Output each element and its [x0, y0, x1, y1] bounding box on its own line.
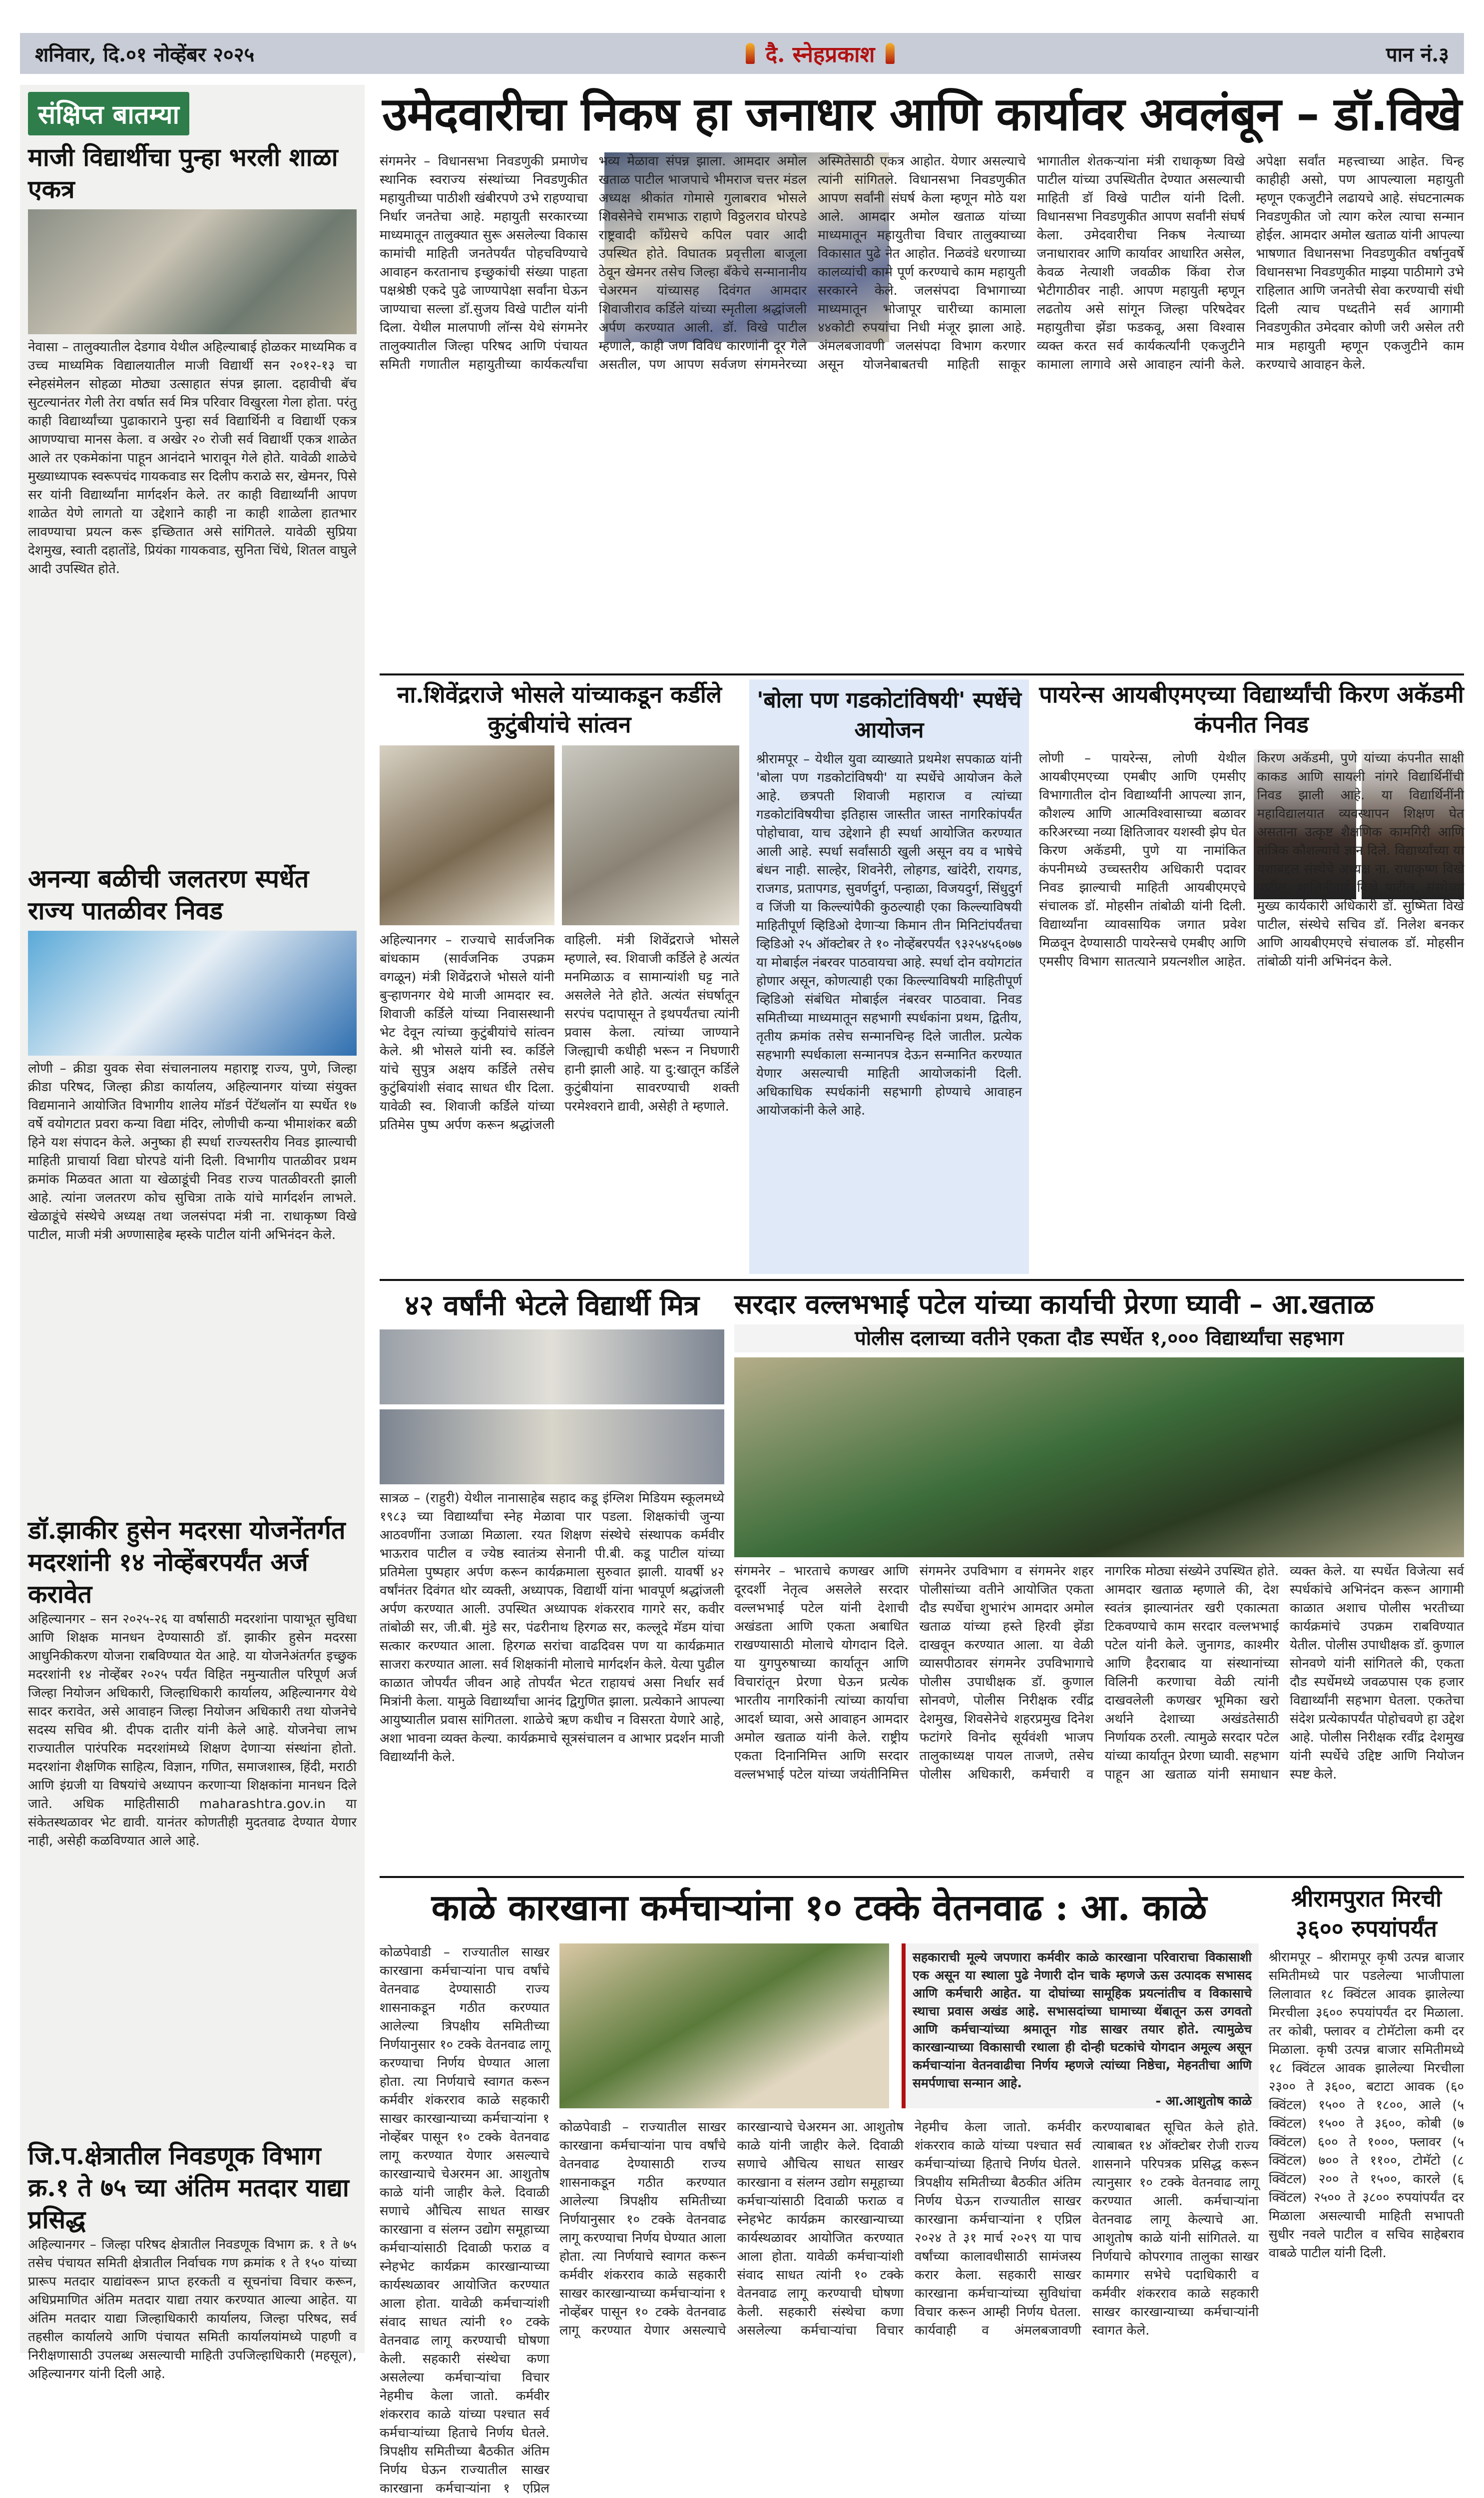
bola-story	[749, 679, 1029, 1274]
divider	[380, 673, 1464, 675]
sardar-subhead: पोलीस दलाच्या वतीने एकता दौड स्पर्धेत १,००० विद्यार्थ्यांचा सहभाग	[734, 1324, 1464, 1352]
page-number: पान नं.३	[1386, 42, 1449, 66]
lamp-icon	[886, 43, 895, 64]
kale-body-lower: कोळपेवाडी – राज्यातील साखर कारखाना कर्मचाऱ्यांना पाच वर्षांचे वेतनवाढ देण्यासाठी राज्य शासनाकडून गठीत करण्यात आलेल्या त्रिपक्षीय समितीच्या निर्णयानुसार १० टक्के वेतनवाढ लागू करण्याचा निर्णय घेण्यात आला होता. त्या निर्णयाचे स्वागत करून कर्मवीर शंकरराव काळे सहकारी साखर कारखान्याच्या कर्मचाऱ्यांना १ नोव्हेंबर पासून १० टक्के वेतनवाढ लागू करण्यात येणार असल्याचे कारखान्याचे चेअरमन आ. आशुतोष काळे यांनी जाहीर केले. दिवाळी सणाचे औचित्य साधत साखर कारखाना व संलग्न उद्योग समूहाच्या कर्मचाऱ्यांसाठी दिवाळी फराळ व स्नेहभेट कार्यक्रम कारखान्याच्या कार्यस्थळावर आयोजित करण्यात आला होता. यावेळी कर्मचाऱ्यांशी संवाद साधत त्यांनी १० टक्के वेतनवाढ लागू करण्याची घोषणा केली. सहकारी संस्थेचा कणा असलेल्या कर्मचाऱ्यांचा विचार नेहमीच केला जातो. कर्मवीर शंकरराव काळे यांच्या पश्चात सर्व कर्मचाऱ्यांच्या हिताचे निर्णय घेतले. त्रिपक्षीय समितीच्या बैठकीत अंतिम निर्णय घेऊन राज्यातील साखर कारखाना कर्मचाऱ्यांना १ एप्रिल २०२४ ते ३१ मार्च २०२९ या पाच वर्षांच्या कालावधीसाठी सामंजस्य करार केला. सहकारी साखर कारखाना कर्मचाऱ्यांच्या सुविधांचा विचार करून आम्ही निर्णय घेतला. कार्यवाही व अंमलबजावणी करण्याबाबत सूचित केले होते. त्याबाबत १४ ऑक्टोबर रोजी राज्य शासनाने परिपत्रक प्रसिद्ध करून त्यानुसार १० टक्के वेतनवाढ लागू करण्यात आली. कर्मचाऱ्यांना वेतनवाढ लागू केल्याचे आ. आशुतोष काळे यांनी सांगितले. या निर्णयाचे कोपरगाव तालुका साखर कामगार सभेचे पदाधिकारी व कर्मवीर शंकरराव काळे सहकारी साखर कारखान्याच्या कर्मचाऱ्यांनी स्वागत केले.	[559, 2120, 1259, 2338]
lead-story	[380, 85, 1464, 669]
sidebar-news-2-photo	[28, 931, 357, 1056]
chilli-body: श्रीरामपूर – श्रीरामपूर कृषी उत्पन्न बाजार समितीमध्ये पार पडलेल्या भाजीपाला लिलावात १८ क्विंटल आवक झालेल्या मिरचीला ३६०० रुपयांपर्यंत दर मिळाला. तर कोबी, फ्लावर व टोमॅटोला कमी दर मिळाला. कृषी उत्पन्न बाजार समितीमध्ये १८ क्विंटल आवक झालेल्या मिरचीला २३०० ते ३६००, बटाटा आवक (६० क्विंटल) १५०० ते १८००, आले (५ क्विंटल) १५०० ते ३६००, कोबी (७ क्विंटल) ६०० ते १०००, फ्लावर (५ क्विंटल) ७०० ते ११००, टोमॅटो (८ क्विंटल) २०० ते १५००, कारले (६ क्विंटल) २५०० ते ३८०० रुपयांपर्यंत दर मिळाला असल्याची माहिती सभापती सुधीर नवले पाटील व सचिव साहेबराव वाबळे पाटील यांनी दिली.	[1269, 1950, 1464, 2261]
chilli-story	[1269, 1883, 1464, 2353]
kale-headline: काळे कारखाना कर्मचाऱ्यांना १० टक्के वेतनवाढ : आ. काळे	[431, 1886, 1207, 1928]
kale-story	[380, 1883, 1259, 2496]
sidebar	[20, 85, 365, 2382]
mitra-story	[380, 1286, 724, 1871]
divider	[380, 1876, 1464, 1878]
divider	[380, 1279, 1464, 1281]
lamp-icon	[746, 43, 755, 64]
sidebar-news-3-body: अहिल्यानगर – सन २०२५-२६ या वर्षासाठी मदरशांना पायाभूत सुविधा आणि शिक्षक मानधन देण्यासाठी डॉ. झाकीर हुसेन मदरसा आधुनिकीकरण योजना राबविण्यात येत आहे. या योजनेअंतर्गत इच्छुक मदरशांनी १४ नोव्हेंबर २०२५ पर्यंत विहित नमुन्यातील परिपूर्ण अर्ज जिल्हा नियोजन अधिकारी, जिल्हाधिकारी कार्यालय, अहिल्यानगर येथे सादर करावेत, असे आवाहन जिल्हा नियोजन अधिकारी तथा योजनेचे सदस्य सचिव श्री. दीपक दातीर यांनी केले आहे. योजनेचा लाभ राज्यातील पारंपरिक मदरशांमध्ये शिक्षण देणाऱ्या संस्थांना होतो. मदरशांना शैक्षणिक साहित्य, विज्ञान, गणित, समाजशास्त्र, हिंदी, मराठी आणि इंग्रजी या विषयांचे अध्यापन करणाऱ्या शिक्षकांना मानधन दिले जाते. अधिक माहितीसाठी maharashtra.gov.in या संकेतस्थळावर भेट द्यावी. यानंतर कोणतीही मुदतवाढ देण्यात येणार नाही, असेही कळविण्यात आले आहे.	[28, 1612, 357, 1849]
sidebar-news-1-body: नेवासा – तालुक्यातील देडगाव येथील अहिल्याबाई होळकर माध्यमिक व उच्च माध्यमिक विद्यालयातील माजी विद्यार्थी सन २०१२-१३ चा स्नेहसंमेलन सोहळा मोठ्या उत्साहात संपन्न झाला. दहावीची बॅच सुटल्यानंतर गेली तेरा वर्षात सर्व मित्र परिवार विखुरला गेला होता. परंतु काही विद्यार्थ्यांच्या पुढाकाराने पुन्हा सर्व विद्यार्थिनी व विद्यार्थी एकत्र आणण्याचा मानस केला. व अखेर २० रोजी सर्व विद्यार्थी एकत्र शाळेत आले तर एकमेकांना पाहून आनंदाने भारावून गेले होते. यावेळी शाळेचे मुख्याध्यापक स्वरूपचंद गायकवाड सर दिलीप कराळे सर, खेमनर, पिसे सर यांनी विद्यार्थ्यांना मार्गदर्शन केले. तर काही विद्यार्थ्यांनी आपण शाळेत येणे लागतो या उद्देशाने काही ना काही शाळेला हातभार लावण्याचा प्रयत्न करू इच्छितात असे सांगितले. यावेळी सुप्रिया देशमुख, स्वाती दहातोंडे, प्रियंका गायकवाड, सुनिता चिंधे, शितल वाघुले आदी उपस्थित होते.	[28, 340, 357, 577]
sidebar-news-1-headline: माजी विद्यार्थीचा पुन्हा भरली शाळा एकत्र	[28, 142, 338, 204]
sidebar-news-3-headline: डॉ.झाकीर हुसेन मदरसा योजनेंतर्गत मदरशांनी १४ नोव्हेंबरपर्यंत अर्ज करावेत	[28, 1515, 346, 1609]
kale-quote: सहकाराची मूल्ये जपणारा कर्मवीर काळे कारखाना परिवाराचा विकासाशी एक असून या स्थाला पुढे नेणारी दोन चाके म्हणजे ऊस उत्पादक सभासद आणि कर्मचारी आहेत. या दोघांच्या सामूहिक प्रयत्नांतीच व विकासाचे स्थाचा प्रवास अखंड आहे. सभासदांच्या घामाच्या थेंबातून ऊस उगवतो आणि कर्मचाऱ्यांच्या श्रमातून गोड साखर तयार होते. त्यामुळेच कारखान्याच्या विकासाची रथाला ही दोन्ही घटकांचे योगदान अमूल्य असून कर्मचाऱ्यांना वेतनवाढीचा निर्णय म्हणजे त्यांच्या निष्ठेचा, मेहनतीचा आणि समर्पणाचा सन्मान आहे.	[913, 1950, 1252, 2090]
shivendra-story	[380, 679, 739, 1274]
sidebar-news-1-photo	[28, 209, 357, 334]
shivendra-photos	[380, 745, 739, 925]
lead-headline: उमेदवारीचा निकष हा जनाधार आणि कार्यावर अवलंबून – डॉ.विखे	[382, 87, 1462, 141]
sidebar-news-4-body: अहिल्यानगर – जिल्हा परिषद क्षेत्रातील निवडणूक विभाग क्र. १ ते ७५ तसेच पंचायत समिती क्षेत्रातील निर्वाचक गण क्रमांक १ ते १५० यांच्या प्रारूप मतदार याद्यांवरून प्राप्त हरकती व सूचनांचा विचार करून, अधिप्रमाणित अंतिम मतदार याद्या तयार करण्यात आल्या आहेत. या अंतिम मतदार याद्या जिल्हाधिकारी कार्यालय, जिल्हा परिषद, सर्व तहसील कार्यालये आणि पंचायत समिती कार्यालयांमध्ये पाहणी व निरीक्षणासाठी उपलब्ध असल्याची माहिती उपजिल्हाधिकारी (महसूल), अहिल्यानगर यांनी दिली आहे.	[28, 2237, 357, 2382]
lead-body: संगमनेर – विधानसभा निवडणुकी प्रमाणेच स्थानिक स्वराज्य संस्थांच्या निवडणुकीत महायुतीच्या पाठीशी खंबीरपणे उभे राहण्याचा निर्धार जनतेचा आहे. महायुती सरकारच्या माध्यमातून तालुक्यात सुरू असलेल्या विकास कामांची माहिती जनतेपर्यंत पोहचविण्याचे आवाहन करतानाच इच्छुकांची संख्या पाहता पक्षश्रेष्ठी एकदे पुढे जाण्यापेक्षा सर्वांना घेऊन जाण्याचा सल्ला डॉ.सुजय विखे पाटील यांनी दिला. येथील मालपाणी लॉन्स येथे संगमनेर तालुक्यातील जिल्हा परिषद आणि पंचायत समिती गणातील महायुतीच्या कार्यकर्त्यांचा भव्य मेळावा संपन्न झाला. आमदार अमोल खताळ पाटील भाजपाचे भीमराज चत्तर मंडल अध्यक्ष श्रीकांत गोमासे गुलाबराव भोसले शिवसेनेचे रामभाऊ राहाणे विठ्ठलराव घोरपडे राष्ट्रवादी काँग्रेसचे कपिल पवार आदी उपस्थित होते. विघातक प्रवृत्तीला बाजूला ठेवून खेमनर तसेच जिल्हा बँकेचे सन्मानानीय चेअरमन यांच्यासह दिवंगत आमदार शिवाजीराव कर्डिले यांच्या स्मृतीला श्रद्धांजली अर्पण करण्यात आली. डॉ. विखे पाटील म्हणाले, काही जण विविध कारणांनी दूर गेले असतील, पण आपण सर्वजण संगमनेरच्या अस्मितेसाठी एकत्र आहोत. येणार असल्याचे त्यांनी सांगितले. विधानसभा निवडणुकीत आपण सर्वांनी संघर्ष केला म्हणून मोठे यश आले. आमदार अमोल खताळ यांच्या माध्यमातून महायुतीचा विचार तालुक्याच्या विकासात पुढे नेत आहोत. निळवंडे धरणाच्या कालव्यांची कामे पूर्ण करण्याचे काम महायुती सरकारने केले. जलसंपदा विभागाच्या माध्यमातून भोजापूर चारीच्या कामाला ४४कोटी रुपयांचा निधी मंजूर झाला आहे. अंमलबजावणी जलसंपदा विभाग करणार असून योजनेबाबतची माहिती साकूर भागातील शेतकऱ्यांना मंत्री राधाकृष्ण विखे पाटील यांच्या उपस्थितीत देण्यात असल्याची माहिती डॉ विखे पाटील यांनी दिली. विधानसभा निवडणुकीत आपण सर्वांनी संघर्ष केला. उमेदवारीचा निकष नेत्याच्या जनाधारावर आणि कार्यावर आधारित असेल, केवळ नेत्याशी जवळीक किंवा रोज भेटीगाठीवर नाही. आपण महायुती म्हणून लढतोय असे सांगून जिल्हा परिषदेवर महायुतीचा झेंडा फडकवू, असा विश्वास व्यक्त करत सर्व कार्यकर्त्यांनी एकजुटीने कामाला लागावे असे आवाहन त्यांनी केले. अपेक्षा सर्वांत महत्त्वाच्या आहेत. चिन्ह काहीही असो, पण आपल्याला महायुती म्हणून एकजुटीने लढायचे आहे. संघटनात्मक निवडणुकीत जो त्याग करेल त्याचा सन्मान होईल. आमदार अमोल खताळ यांनी आपल्या भाषणात विधानसभा निवडणुकीत वर्षानुवर्षे विधानसभा निवडणुकीत माझ्या पाठीमागे उभे राहिलात आणि जनतेची सेवा करण्याची संधी दिली त्याच पध्दतीने सर्व आगामी निवडणुकीत उमेदवार कोणी जरी असेल तरी मात्र महायुती म्हणून एकजुटीने काम करण्याचे आवाहन केले.	[380, 154, 1464, 372]
masthead	[20, 33, 1464, 74]
ibm-headline: पायरेन्स आयबीएमएच्या विद्यार्थ्यांची किरण अकॅडमी कंपनीत निवड	[1039, 681, 1464, 738]
shivendra-body: अहिल्यानगर – राज्याचे सार्वजनिक बांधकाम (सार्वजनिक उपक्रम वगळून) मंत्री शिवेंद्रराजे भोसले यांनी बुऱ्हाणनगर येथे माजी आमदार स्व. शिवाजी कर्डिले यांच्या निवासस्थानी भेट देवून त्यांच्या कुटुंबीयांचे सांत्वन केले. श्री भोसले यांनी स्व. कर्डिले यांचे सुपुत्र अक्षय कर्डिले तसेच कुटुंबियांशी संवाद साधत धीर दिला. यावेळी स्व. शिवाजी कर्डिले यांच्या प्रतिमेस पुष्प अर्पण करून श्रद्धांजली वाहिली. मंत्री शिवेंद्रराजे भोसले म्हणाले, स्व. शिवाजी कर्डिले हे अत्यंत मनमिळाऊ व सामान्यांशी घट्ट नाते असलेले नेते होते. अत्यंत संघर्षातून सरपंच पदापासून ते इथपर्यंतचा त्यांनी प्रवास केला. त्यांच्या जाण्याने जिल्ह्याची कधीही भरून न निघणारी हानी झाली आहे. या दु:खातून कर्डिले कुटुंबीयांना सावरण्याची शक्ती परमेश्वराने द्यावी, असेही ते म्हणाले.	[380, 933, 739, 1133]
shivendra-headline: ना.शिवेंद्रराजे भोसले यांच्याकडून कर्डीले कुटुंबीयांचे सांत्वन	[397, 681, 722, 738]
kale-quote-box	[902, 1943, 1259, 2108]
sidebar-news-2-body: लोणी – क्रीडा युवक सेवा संचालनालय महाराष्ट्र राज्य, पुणे, जिल्हा क्रीडा परिषद, जिल्हा क्रीडा कार्यालय, अहिल्यानगर यांच्या संयुक्त विद्यमानाने आयोजित विभागीय शालेय मॉडर्न पेंटॅथलॉन या स्पर्धेत १७ वर्षे वयोगटात प्रवरा कन्या विद्या मंदिर, लोणीची कन्या भीमाशंकर बळी हिने यश संपादन केले. अनुष्का ही स्पर्धा राज्यस्तरीय निवड झाल्याची माहिती प्राचार्या विद्या घोरपडे यांनी दिली. विभागीय पातळीवर प्रथम क्रमांक मिळवत आता या खेळाडूंची निवड राज्य पातळीवरती झाली आहे. त्यांना जलतरण कोच सुचित्रा ताके यांचे मार्गदर्शन लाभले. खेळाडूंचे संस्थेचे अध्यक्ष तथा जलसंपदा मंत्री ना. राधाकृष्ण विखे पाटील, माजी मंत्री अण्णासाहेब म्हस्के पाटील यांनी अभिनंदन केले.	[28, 1061, 357, 1243]
sardar-headline: सरदार वल्लभभाई पटेल यांच्या कार्याची प्रेरणा घ्यावी – आ.खताळ	[734, 1288, 1374, 1320]
mitra-body: सात्रळ – (राहुरी) येथील नानासाहेब सहाद कडू इंग्लिश मिडियम स्कूलमध्ये १९८३ च्या विद्यार्थ्यांचा स्नेह मेळावा पार पडला. शिक्षकांची जुन्या आठवणींना उजाळा मिळाला. रयत शिक्षण संस्थेचे संस्थापक कर्मवीर भाऊराव पाटील व ज्येष्ठ स्वातंत्र्य सेनानी पी.बी. कडू पाटील यांच्या प्रतिमेला पुष्पहार अर्पण करून कार्यक्रमाला सुरुवात झाली. यावर्षी ४२ वर्षांनंतर दिवंगत थोर व्यक्ती, अध्यापक, विद्यार्थी यांना भावपूर्ण श्रद्धांजली अर्पण करण्यात आली. उपस्थित अध्यापक शंकरराव गागरे सर, कवीर तांबोळी सर, जी.बी. मुंडे सर, पंढरीनाथ हिरगळ सर, कल्लूदे मॅडम यांचा सत्कार करण्यात आला. हिरगळ सरांचा वाढदिवस पण या कार्यक्रमात साजरा करण्यात आला. सर्व शिक्षकांनी मोलाचे मार्गदर्शन केले. येत्या पुढील काळात जोपर्यंत जीवन आहे तोपर्यंत भेटत राहायचं असा निर्धार सर्व मित्रांनी केला. यामुळे विद्यार्थ्यांचा आनंद द्विगुणित झाला. प्रत्येकाने आपल्या आयुष्यातील प्रवास सांगितला. शाळेचे ऋण कधीच न विसरता येणारे आहे, अशा भावना व्यक्त केल्या. कार्यक्रमाचे सूत्रसंचालन व आभार प्रदर्शन माजी विद्यार्थ्यांनी केले.	[380, 1491, 724, 1765]
sidebar-news-4-headline: जि.प.क्षेत्रातील निवडणूक विभाग क्र.१ ते ७५ च्या अंतिम मतदार याद्या प्रसिद्ध	[28, 2141, 349, 2234]
sidebar-title: संक्षिप्त बातम्या	[28, 92, 189, 135]
issue-date: शनिवार, दि.०१ नोव्हेंबर २०२५	[35, 42, 255, 66]
mitra-headline: ४२ वर्षांनी भेटले विद्यार्थी मित्र	[405, 1289, 699, 1322]
sidebar-news-2-headline: अनन्या बळीची जलतरण स्पर्धेत राज्य पातळीवर निवड	[28, 864, 309, 925]
ibm-body: लोणी – पायरेन्स, लोणी येथील आयबीएमएच्या एमबीए आणि एमसीए विभागातील दोन विद्यार्थ्यांनी आपल्या ज्ञान, कौशल्य आणि आत्मविश्वासाच्या बळावर करिअरच्या नव्या क्षितिजावर यशस्वी झेप घेत किरण अकॅडमी, पुणे या नामांकित कंपनीमध्ये उच्चस्तरीय अधिकारी पदावर निवड झाल्याची माहिती आयबीएमएचे संचालक डॉ. मोहसीन तांबोळी यांनी दिली. विद्यार्थ्यांना व्यावसायिक जगात प्रवेश मिळवून देण्यासाठी पायरेन्सचे एमबीए आणि एमसीए विभाग सातत्याने प्रयत्नशील आहेत. किरण अकॅडमी, पुणे यांच्या कंपनीत साक्षी काकड आणि सायली नांगरे विद्यार्थिनींची निवड झाली आहे. या विद्यार्थिनींनी महाविद्यालयात व्यवस्थापन शिक्षण घेत असताना उत्कृष्ट शैक्षणिक कामगिरी आणि तांत्रिक कौशल्याचे ज्ञान दिले. विद्यार्थ्यांच्या या यशाबद्दल संस्थेचे अध्यक्ष ना. राधाकृष्ण विखे पाटील, शालिनीताई विखे पाटील, संस्थेच्या मुख्य कार्यकारी अधिकारी डॉ. सुष्मिता विखे पाटील, संस्थेचे सचिव डॉ. निलेश बनकर आणि आयबीएमएचे संचालक डॉ. मोहसीन तांबोळी यांनी अभिनंदन केले.	[1039, 751, 1464, 969]
chilli-headline: श्रीरामपुरात मिरची ३६०० रुपयांपर्यंत	[1291, 1885, 1442, 1942]
bola-headline: 'बोला पण गडकोटांविषयी' स्पर्धेचे आयोजन	[757, 687, 1021, 743]
sardar-body: संगमनेर – भारताचे कणखर आणि दूरदर्शी नेतृत्व असलेले सरदार वल्लभभाई पटेल यांनी देशाची अखंडता आणि एकता अबाधित राखण्यासाठी मोलाचे योगदान दिले. या युगपुरुषाच्या कार्यातून आणि विचारांतून प्रेरणा घेऊन प्रत्येक भारतीय नागरिकांनी त्यांच्या कार्याचा आदर्श घ्यावा, असे आवाहन आमदार अमोल खताळ यांनी केले. राष्ट्रीय एकता दिनानिमित्त आणि सरदार वल्लभभाई पटेल यांच्या जयंतीनिमित्त संगमनेर उपविभाग व संगमनेर शहर पोलीसांच्या वतीने आयोजित एकता दौड स्पर्धेचा शुभारंभ आमदार अमोल खताळ यांच्या हस्ते हिरवी झेंडा दाखवून करण्यात आला. या वेळी व्यासपीठावर संगमनेर उपविभागाचे पोलीस उपाधीक्षक डॉ. कुणाल सोनवणे, पोलीस निरीक्षक रवींद्र देशमुख, शिवसेनेचे शहरप्रमुख दिनेश फटांगरे विनोद सूर्यवंशी भाजप तालुकाध्यक्ष पायल ताजणे, तसेच पोलीस अधिकारी, कर्मचारी व नागरिक मोठ्या संख्येने उपस्थित होते. आमदार खताळ म्हणाले की, देश स्वतंत्र झाल्यानंतर खरी एकात्मता टिकवण्याचे काम सरदार वल्लभभाई पटेल यांनी केले. जुनागड, काश्मीर आणि हैदराबाद या संस्थानांच्या विलिनी करणाचा वेळी त्यांनी दाखवलेली कणखर भूमिका खरो अर्थाने देशाच्या अखंडतेसाठी निर्णायक ठरली. त्यामुळे सरदार पटेल यांच्या कार्यातून प्रेरणा घ्यावी. सहभाग पाहून आ खताळ यांनी समाधान व्यक्त केले. या स्पर्धेत विजेत्या सर्व स्पर्धकांचे अभिनंदन करून आगामी काळात अशाच पोलीस भरतीच्या कार्यक्रमांचे उपक्रम राबविण्यात येतील. पोलीस उपाधीक्षक डॉ. कुणाल सोनवणे यांनी सांगितले की, एकता दौड स्पर्धेमध्ये जवळपास एक हजार विद्यार्थ्यांनी सहभाग घेतला. एकतेचा संदेश प्रत्येकापर्यंत पोहोचवणे हा उद्देश आहे. पोलीस निरीक्षक रवींद्र देशमुख यांनी स्पर्धेचे उद्दिष्ट आणि नियोजन स्पष्ट केले.	[734, 1564, 1464, 1782]
sardar-story	[734, 1286, 1464, 1871]
sardar-photo	[734, 1357, 1464, 1557]
kale-body: कोळपेवाडी – राज्यातील साखर कारखाना कर्मचाऱ्यांना पाच वर्षांचे वेतनवाढ देण्यासाठी राज्य शासनाकडून गठीत करण्यात आलेल्या त्रिपक्षीय समितीच्या निर्णयानुसार १० टक्के वेतनवाढ लागू करण्याचा निर्णय घेण्यात आला होता. त्या निर्णयाचे स्वागत करून कर्मवीर शंकरराव काळे सहकारी साखर कारखान्याच्या कर्मचाऱ्यांना १ नोव्हेंबर पासून १० टक्के वेतनवाढ लागू करण्यात येणार असल्याचे कारखान्याचे चेअरमन आ. आशुतोष काळे यांनी जाहीर केले. दिवाळी सणाचे औचित्य साधत साखर कारखाना व संलग्न उद्योग समूहाच्या कर्मचाऱ्यांसाठी दिवाळी फराळ व स्नेहभेट कार्यक्रम कारखान्याच्या कार्यस्थळावर आयोजित करण्यात आला होता. यावेळी कर्मचाऱ्यांशी संवाद साधत त्यांनी १० टक्के वेतनवाढ लागू करण्याची घोषणा केली. सहकारी संस्थेचा कणा असलेल्या कर्मचाऱ्यांचा विचार नेहमीच केला जातो. कर्मवीर शंकरराव काळे यांच्या पश्चात सर्व कर्मचाऱ्यांच्या हिताचे निर्णय घेतले. त्रिपक्षीय समितीच्या बैठकीत अंतिम निर्णय घेऊन राज्यातील साखर कारखाना कर्मचाऱ्यांना १ एप्रिल	[380, 1945, 549, 2496]
kale-quote-sign: - आ.आशुतोष काळे	[1155, 2094, 1252, 2109]
paper-title: दै. स्नेहप्रकाश	[765, 42, 875, 67]
bola-body: श्रीरामपूर – येथील युवा व्याख्याते प्रथमेश सपकाळ यांनी 'बोला पण गडकोटांविषयी' या स्पर्धेचे आयोजन केले आहे. छत्रपती शिवाजी महाराज व त्यांच्या गडकोटांविषयीचा इतिहास जास्तीत जास्त नागरिकांपर्यंत पोहोचावा, याच उद्देशाने ही स्पर्धा आयोजित करण्यात आली आहे. स्पर्धा सर्वांसाठी खुली असून वय व भाषेचे बंधन नाही. साल्हेर, शिवनेरी, लोहगड, खांदेरी, रायगड, राजगड, प्रतापगड, सुवर्णदुर्ग, पन्हाळा, विजयदुर्ग, सिंधुदुर्ग व जिंजी या किल्ल्यांपैकी कुठल्याही एका किल्ल्याविषयी माहितीपूर्ण व्हिडिओ देणाऱ्या किमान तीन मिनिटांपर्यंतचा व्हिडिओ २५ ऑक्टोबर ते १० नोव्हेंबरपर्यंत ९३२५४५६०७७ या मोबाईल नंबरवर पाठवायचा आहे. स्पर्धा दोन वयोगटांत होणार असून, कोणत्याही एका किल्ल्याविषयी माहितीपूर्ण व्हिडिओ संबंधित मोबाईल नंबरवर पाठवावा. निवड समितीच्या माध्यमातून सहभागी स्पर्धकांना प्रथम, द्वितीय, तृतीय क्रमांक तसेच सन्मानचिन्ह दिले जातील. प्रत्येक सहभागी स्पर्धकाला सन्मानपत्र देऊन सन्मानित करण्यात येणार असल्याची माहिती आयोजकांनी दिली. अधिकाधिक स्पर्धकांनी सहभागी होण्याचे आवाहन आयोजकांनी केले आहे.	[756, 752, 1022, 1118]
ibm-story	[1039, 679, 1464, 1274]
mitra-photos	[380, 1329, 724, 1484]
kale-photo	[559, 1943, 889, 2108]
paper-name	[746, 38, 895, 68]
